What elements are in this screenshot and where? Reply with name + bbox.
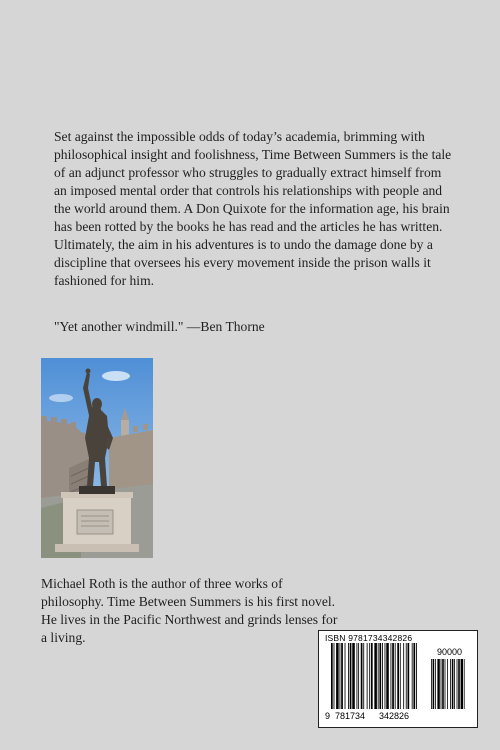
barcode-bar (412, 643, 413, 709)
barcode-bar (413, 643, 415, 709)
barcode-bar (358, 643, 359, 709)
price-barcode-bar (442, 659, 444, 709)
barcode-bar (382, 643, 383, 709)
author-bio: Michael Roth is the author of three works of philosophy. Time Between Summers is his first novel. He lives in the Pacific Northwest and grinds lenses for a living. (41, 576, 338, 645)
barcode-bar (367, 643, 368, 709)
barcode-bar (408, 643, 410, 709)
price-barcode-bar (447, 659, 448, 709)
barcode-bar (345, 643, 346, 709)
price-barcode-bar (450, 659, 451, 709)
barcode-bar (406, 643, 407, 709)
barcode-digits-left: 781734 (335, 711, 366, 721)
price-barcode-bar (454, 659, 455, 709)
price-code: 90000 (437, 647, 463, 657)
barcode-bar (378, 643, 379, 709)
isbn-label: ISBN 9781734342826 (325, 633, 413, 643)
barcode-bar (350, 643, 352, 709)
isbn-barcode (318, 630, 478, 728)
barcode-bar (391, 643, 392, 709)
barcode-bar (334, 643, 335, 709)
price-barcode-bar (457, 659, 458, 709)
barcode-bar (363, 643, 364, 709)
barcode-bar (397, 643, 399, 709)
endorsement-quote: "Yet another windmill." —Ben Thorne (54, 319, 265, 334)
price-barcode-bar (445, 659, 446, 709)
barcode-bar (374, 643, 377, 709)
price-barcode-bar (458, 659, 460, 709)
barcode-bar (395, 643, 396, 709)
barcode-bar (400, 643, 401, 709)
barcode-bar (348, 643, 349, 709)
barcode-digit-first: 9 (325, 711, 331, 721)
back-cover-blurb: Set against the impossible odds of today’s academia, brimming with philosophical insight and foolishness, Time Between Summers is the tale of an adjunct professor who struggles to gradually extract himself from an imposed mental order that controls his relationships with people and the world around them. A Don Quixote for the information age, his brain has been rotted by the books he has read and the articles he has written. Ultimately, the aim in his adventures is to undo the damage done by a discipline that oversees his every movement inside the prison walls it fashioned for him. (54, 129, 452, 288)
barcode-bar (416, 643, 417, 709)
price-barcode-bar (452, 659, 454, 709)
barcode-bar (341, 643, 343, 709)
price-barcode-bar (435, 659, 436, 709)
price-barcode-bar (431, 659, 432, 709)
price-barcode-bar (433, 659, 435, 709)
barcode-bar (403, 643, 404, 709)
barcode-bar (340, 643, 341, 709)
barcode-bar (379, 643, 381, 709)
barcode-bar (369, 643, 370, 709)
barcode-bar (392, 643, 394, 709)
barcode-bar (385, 643, 386, 709)
barcode-digits-right: 342826 (379, 711, 410, 721)
barcode-bar (371, 643, 373, 709)
price-barcode-bar (464, 659, 465, 709)
barcode-bar (331, 643, 333, 709)
barcode-graphic (319, 631, 477, 727)
barcode-bar (357, 643, 358, 709)
price-barcode-bar (461, 659, 463, 709)
barcode-bar (352, 643, 355, 709)
barcode-bar (361, 643, 363, 709)
barcode-bar (386, 643, 389, 709)
price-barcode-bar (441, 659, 442, 709)
barcode-bar (336, 643, 339, 709)
price-barcode-bar (437, 659, 439, 709)
don-quixote-statue-photo (41, 358, 153, 558)
